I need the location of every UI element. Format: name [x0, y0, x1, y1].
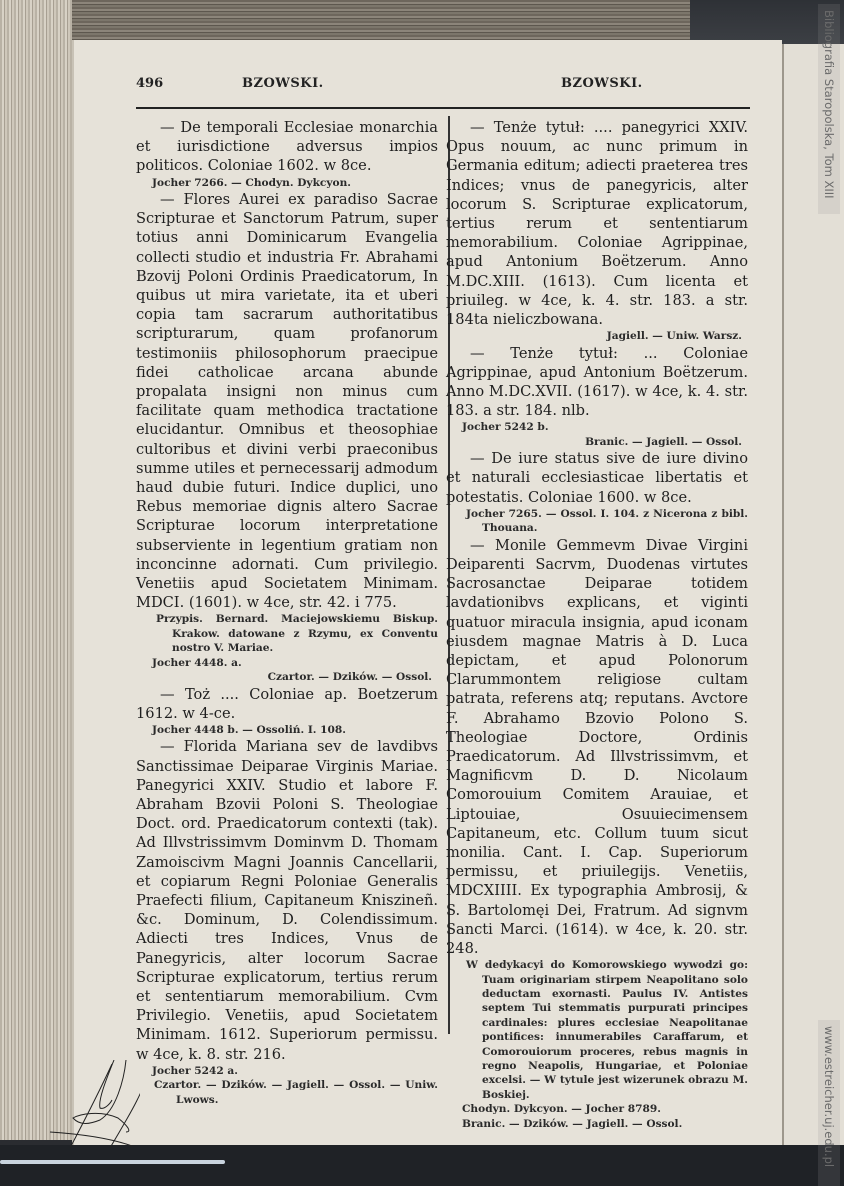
library-holdings: Jagiell. — Uniw. Warsz. [606, 330, 742, 343]
entry-note: Jocher 7266. — Chodyn. Dykcyon. [152, 176, 351, 189]
right-column [446, 118, 748, 1131]
entry-note: Jocher 5242 b. [462, 421, 549, 434]
page-number: 496 [136, 76, 164, 91]
entry-title: — Tenże tytuł: .... panegyrici XXIV. Opus nouum, ac nunc primum in Germania editum; adiecti praeterea tres Indices; vnus de panegyricis, alter locorum S. Scripturae explicatorum, tertius rerum et sententiarum memorabilium. Coloniae Agrippinae, apud Antonium Boëtzerum. Anno M.DC.XIII. (1613). Cum licenta et priuileg. w 4ce, k. 4. str. 183. a str. 184ta nieliczbowana. [446, 119, 748, 329]
bibliography-entry [446, 449, 748, 535]
watermark-url: www.estreicher.uj.edu.pl [818, 1020, 840, 1186]
left-column [136, 118, 438, 1107]
entry-note: Przypis. Bernard. Maciejowskiemu Biskup. Krakow. datowane z Rzymu, ex Conventu nostro V. Mariae. [156, 613, 438, 655]
entry-note: Chodyn. Dykcyon. — Jocher 8789. [462, 1103, 661, 1116]
entry-title: — Tenże tytuł: ... Coloniae Agrippinae, apud Antonium Boëtzerum. Anno M.DC.XVII. (1617). w 4ce, k. 4. str. 183. a str. 184. nlb. [446, 344, 748, 420]
entry-note: Jocher 4448 b. — Ossoliń. I. 108. [152, 723, 346, 736]
entry-title: — Flores Aurei ex paradiso Sacrae Scripturae et Sanctorum Patrum, super totius anni Dominicarum Evangelia collecti studio et industria Fr. Abrahami Bzovij Poloni Ordinis Praedicatorum, In quibus ut mira varietate, ita et uberi copia tam sacrarum authoritatibus scripturarum, quam profanorum testimoniis philosophorum praecipue fidei catholicae arcana abunde propalata insigni non minus cum facilitate quam methodica tractatione elucidantur. Omnibus et theosophiae cultoribus et divini verbi praeconibus summe utiles et pernecessarij admodum haud dubie futuri. Indice duplici, uno Rebus memoriae dignis altero Sacrae Scripturae locorum interpretatione subserviente in legentium gratiam non inconcinne adornati. Cum privilegio. Venetiis apud Societatem Minimam. MDCI. (1601). w 4ce, str. 42. i 775. [136, 191, 438, 612]
entry-note: Branic. — Dzików. — Jagiell. — Ossol. [462, 1117, 683, 1130]
entry-title: — Toż .... Coloniae ap. Boetzerum 1612. w 4-ce. [136, 685, 438, 722]
header-rule [136, 107, 750, 109]
bibliography-entry [446, 118, 748, 344]
entry-title: — De temporali Ecclesiae monarchia et iurisdictione adversus impios politicos. Coloniae 1602. w 8ce. [136, 119, 438, 175]
entry-note: Czartor. — Dzików. — Jagiell. — Ossol. — Uniw. Lwows. [154, 1079, 438, 1106]
bibliography-entry [446, 344, 748, 450]
left-running-head: BZOWSKI. [242, 76, 324, 91]
bibliography-entry [136, 118, 438, 190]
running-head [136, 76, 748, 96]
library-holdings: Branic. — Jagiell. — Ossol. [585, 435, 742, 448]
scanner-bed [0, 1145, 844, 1186]
entry-note: Jocher 7265. — Ossol. I. 104. z Nicerona z bibl. Thouana. [466, 507, 748, 535]
bibliography-entry [136, 190, 438, 685]
bibliography-entry [136, 737, 438, 1107]
entry-title: — De iure status sive de iure divino et naturali ecclesiasticae libertatis et potestatis. Coloniae 1600. w 8ce. [446, 450, 748, 506]
entry-title: — Monile Gemmevm Divae Virgini Deiparenti Sacrvm, Duodenas virtutes Sacrosanctae Deiparae totidem lavdationibvs explicans, et viginti quatuor miracula insignia, apud iconam eiusdem magnae Matris à D. Luca depictam, et apud Polonorum Clarummontem religiose cultam patrata, referens atq; reputans. Avctore F. Abrahamo Bzovio Polono S. Theologiae Doctore, Ordinis Praedicatorum. Ad Illvstrissimvm, et Magnificvm D. D. Nicolaum Comorouium Comitem Arauiae, et Liptouiae, Osuuiecimensem Capitaneum, etc. Collum tuum sicut monilia. Cant. I. Cap. Superiorum permissu, et priuilegijs. Venetiis, MDCXIIII. Ex typographia Ambrosij, & S. Bartolomęi Dei, Fratrum. Ad signvm Sancti Marci. (1614). w 4ce, k. 20. str. 248. [446, 536, 748, 957]
bibliography-entry [136, 685, 438, 738]
entry-note: W dedykacyi do Komorowskiego wywodzi go: Tuam originariam stirpem Neapolitano solo deductam exornasti. Paulus IV. Antistes septem Tui stemmatis purpurati principes cardinales: plures ecclesiae Neapolitanae pontifices: innumerabiles Caraffarum, et Comorouiorum proceres, rebus magnis in regno Neapolis, Hungariae, et Poloniae excelsi. — W tytule jest wizerunek obrazu M. Boskiej. [466, 959, 748, 1101]
watermark-title: Bibliografia Staropolska, Tom XIII [818, 4, 840, 214]
entry-note: Jocher 4448. a. [152, 656, 242, 669]
entry-note: Jocher 5242 a. [152, 1064, 238, 1077]
library-holdings: Czartor. — Dzików. — Ossol. [267, 671, 432, 684]
right-running-head: BZOWSKI. [561, 76, 643, 91]
book-top-edge [0, 0, 800, 42]
scanner-bed-highlight [0, 1160, 225, 1164]
handwritten-signature [40, 1060, 140, 1150]
bibliography-entry [446, 536, 748, 1131]
entry-title: — Florida Mariana sev de lavdibvs Sanctissimae Deiparae Virginis Mariae. Panegyrici XXIV. Studio et labore F. Abraham Bzovii Poloni S. Theologiae Doct. ord. Praedicatorum contexti (tak). Ad Illvstrissimvm Dominvm D. Thomam Zamoiscivm Magni Joannis Cancellarii, et copiarum Regni Poloniae Generalis Praefecti filium, Capitaneum Kniszineñ. &c. Dominum, D. Colendissimum. Adiecti tres Indices, Vnus de Panegyricis, alter locorum Sacrae Scripturae explicatorum, tertius rerum et sententiarum memorabilium. Cvm Privilegio. Venetiis, apud Societatem Minimam. 1612. Superiorum permissu. w 4ce, k. 8. str. 216. [136, 738, 438, 1063]
book-left-edge [0, 0, 72, 1140]
